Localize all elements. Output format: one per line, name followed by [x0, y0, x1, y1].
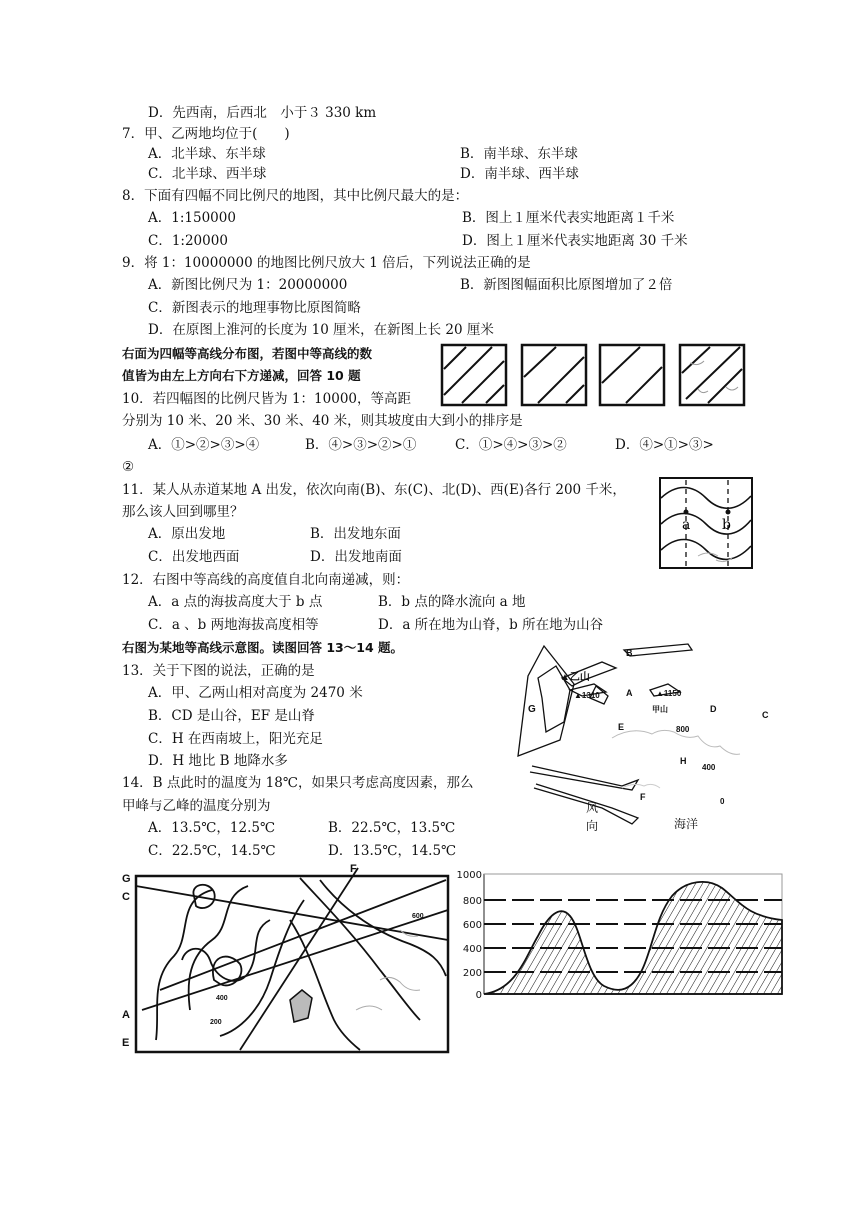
q8-option-b: B．图上１厘米代表实地距离１千米 [462, 210, 675, 226]
q12-option-a: A．a 点的海拔高度大于 b 点 [148, 594, 323, 610]
q14-option-c: C．22.5℃，14.5℃ [148, 843, 276, 859]
q11-stem-line1: 11．某人从赤道某地 A 出发，依次向南(B)、东(C)、北(D)、西(E)各行 200 千米， [122, 482, 626, 498]
q13-option-b: B．CD 是山谷，EF 是山脊 [148, 708, 315, 724]
label-wind-direction: 向 [586, 819, 599, 833]
y-tick-800: 800 [462, 896, 482, 907]
label-a: A [626, 688, 633, 698]
q9-option-d: D．在原图上淮河的长度为 10 厘米，在新图上长 20 厘米 [148, 322, 494, 338]
contour-figure-ab [658, 476, 758, 572]
q8-option-c: C．1:20000 [148, 233, 228, 249]
q11-option-d: D．出发地南面 [310, 549, 402, 565]
q14-option-a: A．13.5℃，12.5℃ [148, 820, 276, 836]
q9-option-a: A．新图比例尺为 1：20000000 [148, 277, 348, 293]
q10-stem-line1: 10．若四幅图的比例尺皆为 1：10000，等高距 [122, 391, 412, 407]
y-tick-200: 200 [462, 968, 482, 979]
q14-option-b: B．22.5℃，13.5℃ [328, 820, 456, 836]
q10-stem-line2: 分别为 10 米、20 米、30 米、40 米，则其坡度由大到小的排序是 [122, 413, 523, 429]
map-label-a: A [122, 1009, 130, 1021]
map-label-g: G [122, 873, 131, 885]
q10-option-d-cont: ② [122, 459, 135, 475]
y-tick-0: 0 [475, 990, 482, 1000]
label-wind: 风 [586, 801, 599, 815]
q8-option-d: D．图上１厘米代表实地距离 30 千米 [462, 233, 688, 249]
q12-option-b: B．b 点的降水流向 a 地 [378, 594, 526, 610]
y-tick-600: 600 [462, 920, 482, 931]
q10-option-b: B．④>③>②>① [305, 437, 417, 453]
label-f: F [640, 792, 646, 802]
map-label-f: F [350, 863, 357, 875]
q9-stem: 9．将 1：10000000 的地图比例尺放大 1 倍后，下列说法正确的是 [122, 255, 531, 271]
q10-intro-line1: 右面为四幅等高线分布图，若图中等高线的数 [122, 346, 373, 361]
contour-box-3 [600, 345, 664, 405]
label-e: E [618, 722, 625, 732]
label-1310: ▲1310 [574, 691, 600, 700]
q9-option-b: B．新图图幅面积比原图增加了２倍 [460, 277, 673, 293]
q13-stem: 13．关于下图的说法，正确的是 [122, 663, 315, 679]
q7-option-a: A．北半球、东半球 [148, 146, 266, 162]
point-b-label: b [722, 517, 731, 533]
label-jia-peak: 甲山 [652, 705, 668, 714]
q10-option-a: A．①>②>③>④ [148, 437, 260, 453]
q6-option-d: D．先西南，后西北 小于３ 330 km [148, 105, 377, 121]
q12-option-d: D．a 所在地为山脊，b 所在地为山谷 [378, 617, 604, 633]
q11-option-a: A．原出发地 [148, 526, 226, 542]
label-400: 400 [702, 763, 716, 772]
label-1150: ▲1150 [656, 689, 682, 698]
q9-option-c: C．新图表示的地理事物比原图简略 [148, 300, 361, 316]
q13-option-a: A．甲、乙两山相对高度为 2470 米 [148, 685, 363, 701]
label-g: G [528, 704, 536, 715]
label-0: 0 [720, 797, 725, 806]
label-h: H [680, 756, 687, 766]
q8-option-a: A．1:150000 [148, 210, 236, 226]
q13-intro: 右图为某地等高线示意图。读图回答 13～14 题。 [122, 640, 403, 655]
label-b: B [626, 648, 633, 658]
q11-stem-line2: 那么该人回到哪里？ [122, 504, 244, 520]
map-contour-200: 200 [210, 1019, 222, 1026]
y-tick-1000: 1000 [456, 870, 482, 881]
topo-sketch-figure [512, 638, 782, 838]
point-a-label: a [682, 517, 691, 533]
label-800: 800 [676, 725, 690, 734]
q13-option-c: C．H 在西南坡上，阳光充足 [148, 731, 323, 747]
contour-box-4 [680, 345, 744, 405]
q10-intro-line2: 值皆为由左上方向右下方递减，回答 10 题 [122, 368, 361, 383]
contour-map-figure [120, 860, 452, 1056]
label-c: C [762, 710, 769, 720]
q14-stem-line1: 14．B 点此时的温度为 18℃，如果只考虑高度因素，那么 [122, 775, 474, 791]
contour-box-2 [522, 345, 586, 405]
q7-option-d: D．南半球、西半球 [460, 166, 579, 182]
map-contour-400: 400 [216, 995, 228, 1002]
map-contour-600: 600 [412, 913, 424, 920]
q7-option-b: B．南半球、东半球 [460, 146, 578, 162]
label-d: D [710, 704, 717, 714]
q11-option-c: C．出发地西面 [148, 549, 240, 565]
q8-stem: 8．下面有四幅不同比例尺的地图，其中比例尺最大的是： [122, 188, 469, 204]
q14-option-d: D．13.5℃，14.5℃ [328, 843, 457, 859]
y-tick-400: 400 [462, 944, 482, 955]
label-yi-peak: ▲乙山 [560, 672, 590, 683]
q12-stem: 12．右图中等高线的高度值自北向南递减，则： [122, 572, 410, 588]
map-label-c: C [122, 891, 130, 903]
contour-box-1 [442, 345, 506, 405]
four-contour-boxes [440, 343, 750, 409]
elevation-profile-figure [456, 866, 786, 1000]
q10-option-c: C．①>④>③>② [455, 437, 567, 453]
q7-stem: 7．甲、乙两地均位于( ) [122, 126, 290, 142]
map-label-e: E [122, 1037, 130, 1049]
q10-option-d: D．④>①>③> [615, 437, 714, 453]
q14-stem-line2: 甲峰与乙峰的温度分别为 [122, 798, 271, 814]
label-ocean: 海洋 [674, 817, 699, 831]
q13-option-d: D．H 地比 B 地降水多 [148, 753, 288, 769]
q7-option-c: C．北半球、西半球 [148, 166, 267, 182]
q12-option-c: C．a 、b 两地海拔高度相等 [148, 617, 319, 633]
q11-option-b: B．出发地东面 [310, 526, 401, 542]
